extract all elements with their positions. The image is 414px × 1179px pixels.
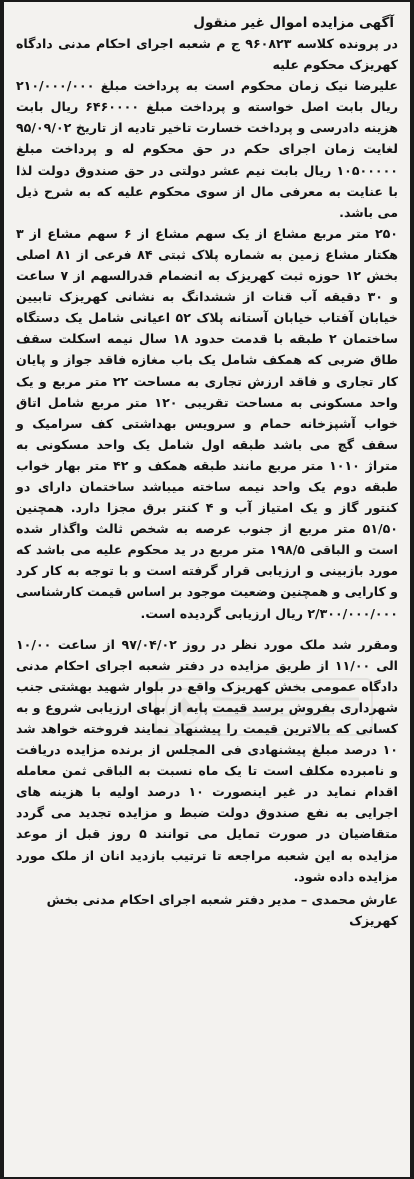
notice-paragraph-case: در پرونده کلاسه ۹۶۰۸۲۳ ج م شعبه اجرای احکام مدنی دادگاه کهریزک محکوم علیه	[16, 36, 398, 73]
notice-title: آگهی مزایده اموال غیر منقول	[193, 15, 394, 31]
notice-signature: عارش محمدی – مدیر دفتر شعبه اجرای احکام مدنی بخش کهریزک	[46, 891, 398, 928]
notice-paragraph-auction-terms: ومقرر شد ملک مورد نظر در روز ۹۷/۰۴/۰۲ از ساعت ۱۰/۰۰ الی ۱۱/۰۰ از طریق مزایده در دفتر شعبه اجرای احکام مدنی دادگاه عمومی بخش کهریزک واقع در بلوار شهید بهشتی جنب شهرداری بفروش برسد قیمت پایه از بهای ارزیابی شروع و به کسانی که بالاترین قیمت را پیشنهاد نمایند فروخته خواهد شد ۱۰ درصد مبلغ پیشنهادی فی المجلس از برنده مزایده دریافت و نامبرده مکلف است تا یک ماه نسبت به الباقی ثمن معامله اقدام نماید در غیر اینصورت ۱۰ درصد اولیه با هزینه های اجرایی به نفع صندوق دولت ضبط و مزایده تجدید می گردد متقاضیان در صورت تمایل می توانند ۵ روز قبل از موعد مزایده به این شعبه مراجعه تا ترتیب بازدید انان از ملک مورد مزایده داده شود.	[16, 636, 399, 884]
notice-paragraph-property: ۲۵۰ متر مربع مشاع از یک سهم مشاع از ۶ سهم مشاع از ۳ هکتار مشاع زمین به شماره پلاک ثبتی ۸۴ فرعی از ۸۱ اصلی بخش ۱۲ حوزه ثبت کهریزک به انضمام قدرالسهم از ۷ ساعت و ۳۰ دقیقه آب قنات از ششدانگ به نشانی کهریزک تابیین خیابان آفتاب خیابان آستانه پلاک ۵۲ اعیانی شامل یک دستگاه ساختمان ۲ طبقه با قدمت حدود ۱۸ سال نیمه اسکلت سقف طاق ضربی که همکف شامل یک باب مغازه فاقد جواز و پایان کار تجاری و فاقد ارزش تجاری به مساحت ۲۲ متر مربع و یک واحد مسکونی به مساحت تقریبی ۱۲۰ متر مربع شامل اتاق خواب آشپزخانه حمام و سرویس بهداشتی کف سرامیک و سقف گچ می باشد طبقه اول شامل یک واحد مسکونی به متراژ ۱۰۱۰ متر مربع مانند طبقه همکف و ۴۲ متر بهار خواب طبقه دوم یک واحد نیمه ساخته میباشد ساختمان دارای دو کنتور گاز و یک امتیاز آب و ۴ کنتر برق مجزا دارد. همچنین ۵۱/۵۰ متر مربع از جنوب عرصه به شخص ثالث واگذار شده است و الباقی ۱۹۸/۵ متر مربع در ید محکوم علیه می باشد که مورد بازبینی و ارزیابی قرار گرفته است و با توجه به کار کرد و کارایی و همچنین وضعیت موجود بر اساس قیمت کارشناسی ۲/۳۰۰/۰۰۰/۰۰۰ ریال ارزیابی گردیده است.	[16, 225, 399, 621]
notice-paragraph-debt: علیرضا نیک زمان محکوم است به پرداخت مبلغ ۲۱۰/۰۰۰/۰۰۰ ریال بابت اصل خواسته و پرداخت مبلغ ۶۴۶۰۰۰۰ ریال بابت هزینه دادرسی و پرداخت خسارت تاخیر تادیه از تاریخ ۹۵/۰۹/۰۲ لغایت زمان اجرای حکم در حق محکوم له و پرداخت مبلغ ۱۰۵۰۰۰۰۰ ریال بابت نیم عشر دولتی در حق صندوق دولت لذا با عنایت به معرفی مال از سوی محکوم علیه که به شرح ذیل می باشد.	[16, 78, 398, 220]
